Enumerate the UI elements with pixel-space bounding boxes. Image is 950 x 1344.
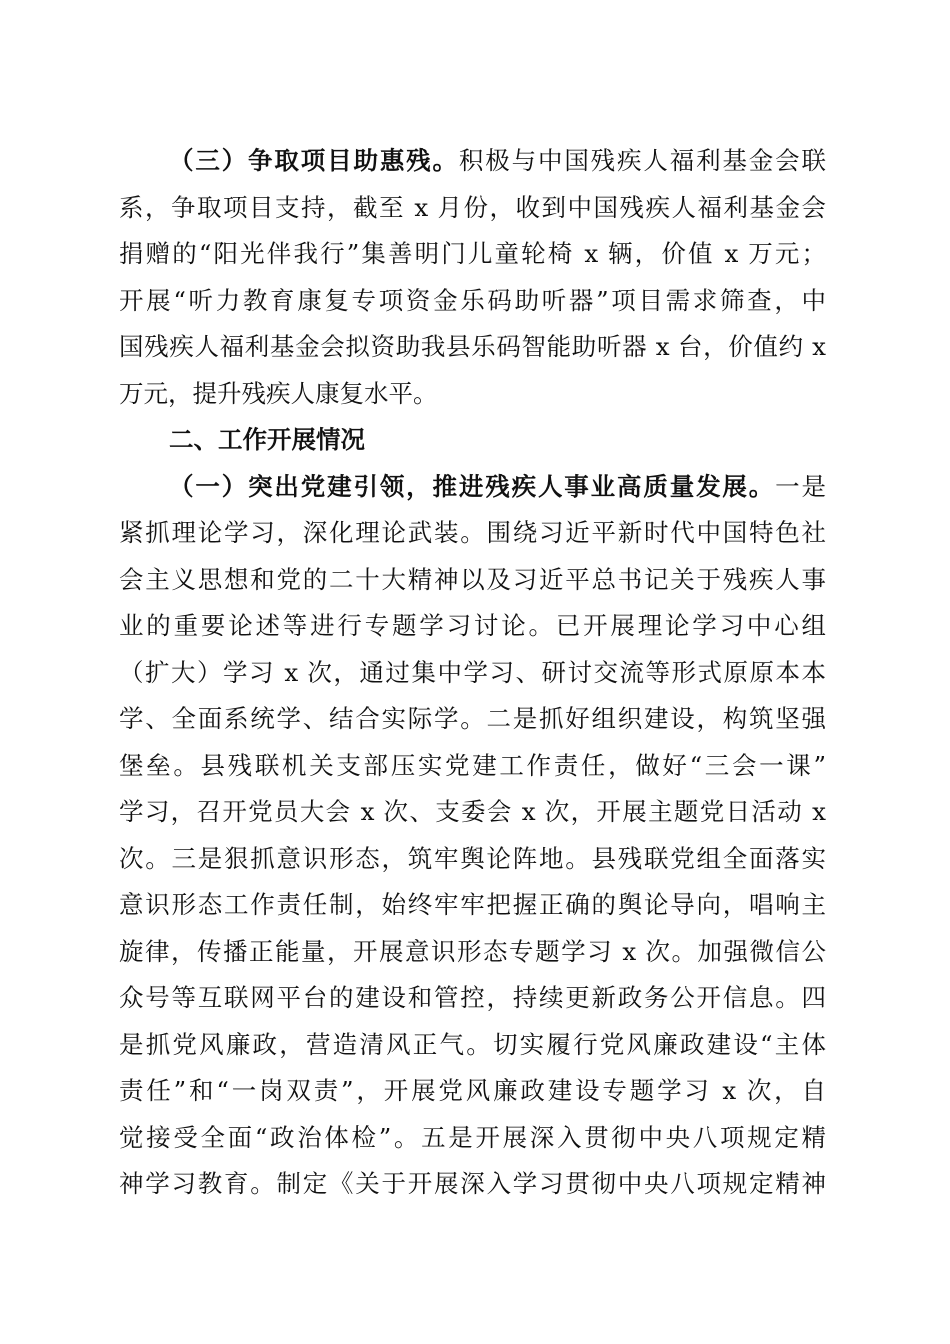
text-line: 捐赠的“阳光伴我行”集善明门儿童轮椅 x 辆，价值 x 万元； xyxy=(119,239,826,268)
section1-lead: （一）突出党建引领，推进残疾人事业高质量发展。 xyxy=(169,471,776,501)
text-line: 意识形态工作责任制，始终牢牢把握正确的舆论导向，唱响主 xyxy=(119,890,826,919)
text-line: 业的重要论述等进行专题学习讨论。已开展理论学习中心组 xyxy=(119,611,826,640)
text-line: 神学习教育。制定《关于开展深入学习贯彻中央八项规定精神 xyxy=(119,1169,826,1198)
section3-text: 积极与中国残疾人福利基金会联 xyxy=(458,146,827,175)
text-line: 紧抓理论学习，深化理论武装。围绕习近平新时代中国特色社 xyxy=(119,518,826,547)
paragraph-section1-line-1 xyxy=(119,464,826,511)
paragraph-section3-line-1 xyxy=(119,138,826,185)
section3-lead: （三）争取项目助惠残。 xyxy=(169,146,459,175)
section-heading: 二、工作开展情况 xyxy=(169,425,365,454)
text-line: 觉接受全面“政治体检”。五是开展深入贯彻中央八项规定精 xyxy=(119,1122,826,1152)
text-line: 开展“听力教育康复专项资金乐码助听器”项目需求筛查，中 xyxy=(119,285,826,315)
text-line: 万元，提升残疾人康复水平。 xyxy=(119,378,438,408)
text-line: 是抓党风廉政，营造清风正气。切实履行党风廉政建设“主体 xyxy=(119,1029,826,1059)
text-line: 责任”和“一岗双责”，开展党风廉政建设专题学习 x 次，自 xyxy=(119,1076,826,1105)
text-line: 系，争取项目支持，截至 x 月份，收到中国残疾人福利基金会 xyxy=(119,192,826,222)
text-line: 学习，召开党员大会 x 次、支委会 x 次，开展主题党日活动 x xyxy=(119,797,826,826)
section1-text: 一是 xyxy=(775,471,827,501)
text-line: 国残疾人福利基金会拟资助我县乐码智能助听器 x 台，价值约 x xyxy=(119,332,826,361)
text-line: 会主义思想和党的二十大精神以及习近平总书记关于残疾人事 xyxy=(119,564,826,594)
text-line: 次。三是狠抓意识形态，筑牢舆论阵地。县残联党组全面落实 xyxy=(119,843,826,873)
text-line: 众号等互联网平台的建设和管控，持续更新政务公开信息。四 xyxy=(119,983,826,1012)
text-line: （扩大）学习 x 次，通过集中学习、研讨交流等形式原原本本 xyxy=(119,657,826,687)
text-line: 堡垒。县残联机关支部压实党建工作责任，做好“三会一课” xyxy=(119,750,826,780)
text-line: 旋律，传播正能量，开展意识形态专题学习 x 次。加强微信公 xyxy=(119,936,826,966)
text-line: 学、全面系统学、结合实际学。二是抓好组织建设，构筑坚强 xyxy=(119,704,826,733)
